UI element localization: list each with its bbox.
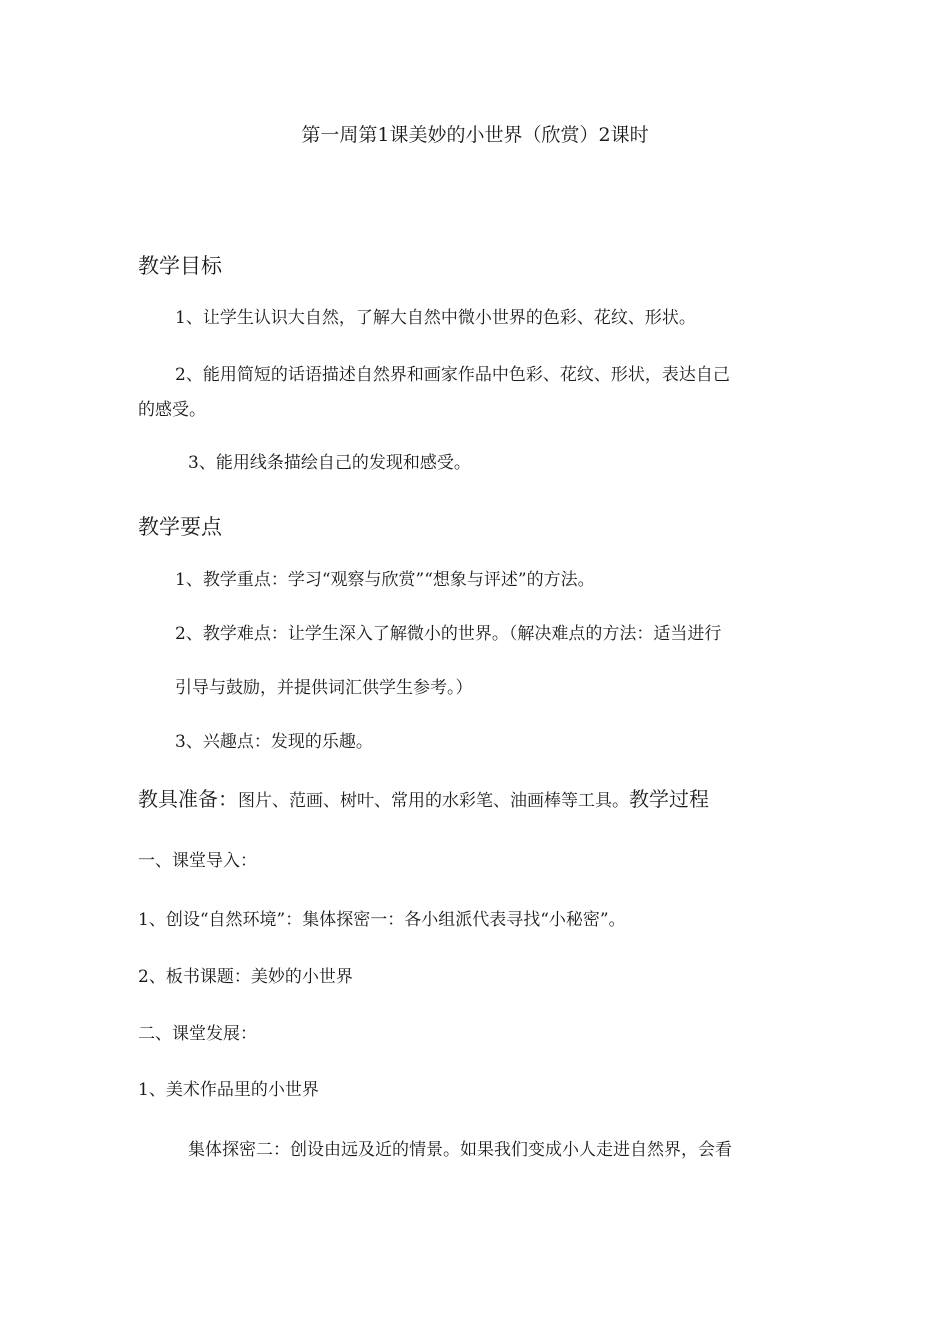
objective-item-3: 3、能用线条描绘自己的发现和感受。 <box>188 453 471 473</box>
process-part-2-item-1: 1、美术作品里的小世界 <box>138 1080 319 1100</box>
section-heading-process: 教学过程 <box>629 787 709 811</box>
process-part-1-heading: 一、课堂导入： <box>138 851 257 871</box>
keypoint-item-3: 3、兴趣点：发现的乐趣。 <box>175 732 373 752</box>
objective-item-1: 1、让学生认识大自然，了解大自然中微小世界的色彩、花纹、形状。 <box>175 308 696 328</box>
process-part-2-heading: 二、课堂发展： <box>138 1024 257 1044</box>
keypoint-item-2-line-1: 2、教学难点：让学生深入了解微小的世界。（解决难点的方法：适当进行 <box>175 624 722 644</box>
keypoint-item-2-line-2: 引导与鼓励，并提供词汇供学生参考。） <box>175 678 473 698</box>
materials-line <box>138 787 709 813</box>
objective-item-2-line-1: 2、能用简短的话语描述自然界和画家作品中色彩、花纹、形状，表达自己 <box>175 365 730 385</box>
section-heading-objectives: 教学目标 <box>138 254 222 278</box>
process-part-2-item-1-paragraph: 集体探密二：创设由远及近的情景。如果我们变成小人走进自然界，会看 <box>188 1140 732 1160</box>
section-heading-keypoints: 教学要点 <box>138 515 222 539</box>
process-part-1-item-2: 2、板书课题：美妙的小世界 <box>138 967 353 987</box>
page-title: 第一周第1课美妙的小世界（欣赏）2课时 <box>301 124 649 146</box>
process-part-1-item-1: 1、创设“自然环境”：集体探密一：各小组派代表寻找“小秘密”。 <box>138 910 626 930</box>
keypoint-item-1: 1、教学重点：学习“观察与欣赏”“想象与评述”的方法。 <box>175 570 595 590</box>
objective-item-2-line-2: 的感受。 <box>138 400 206 420</box>
materials-text: 图片、范画、树叶、常用的水彩笔、油画棒等工具。 <box>238 791 629 811</box>
materials-label: 教具准备： <box>138 787 238 811</box>
